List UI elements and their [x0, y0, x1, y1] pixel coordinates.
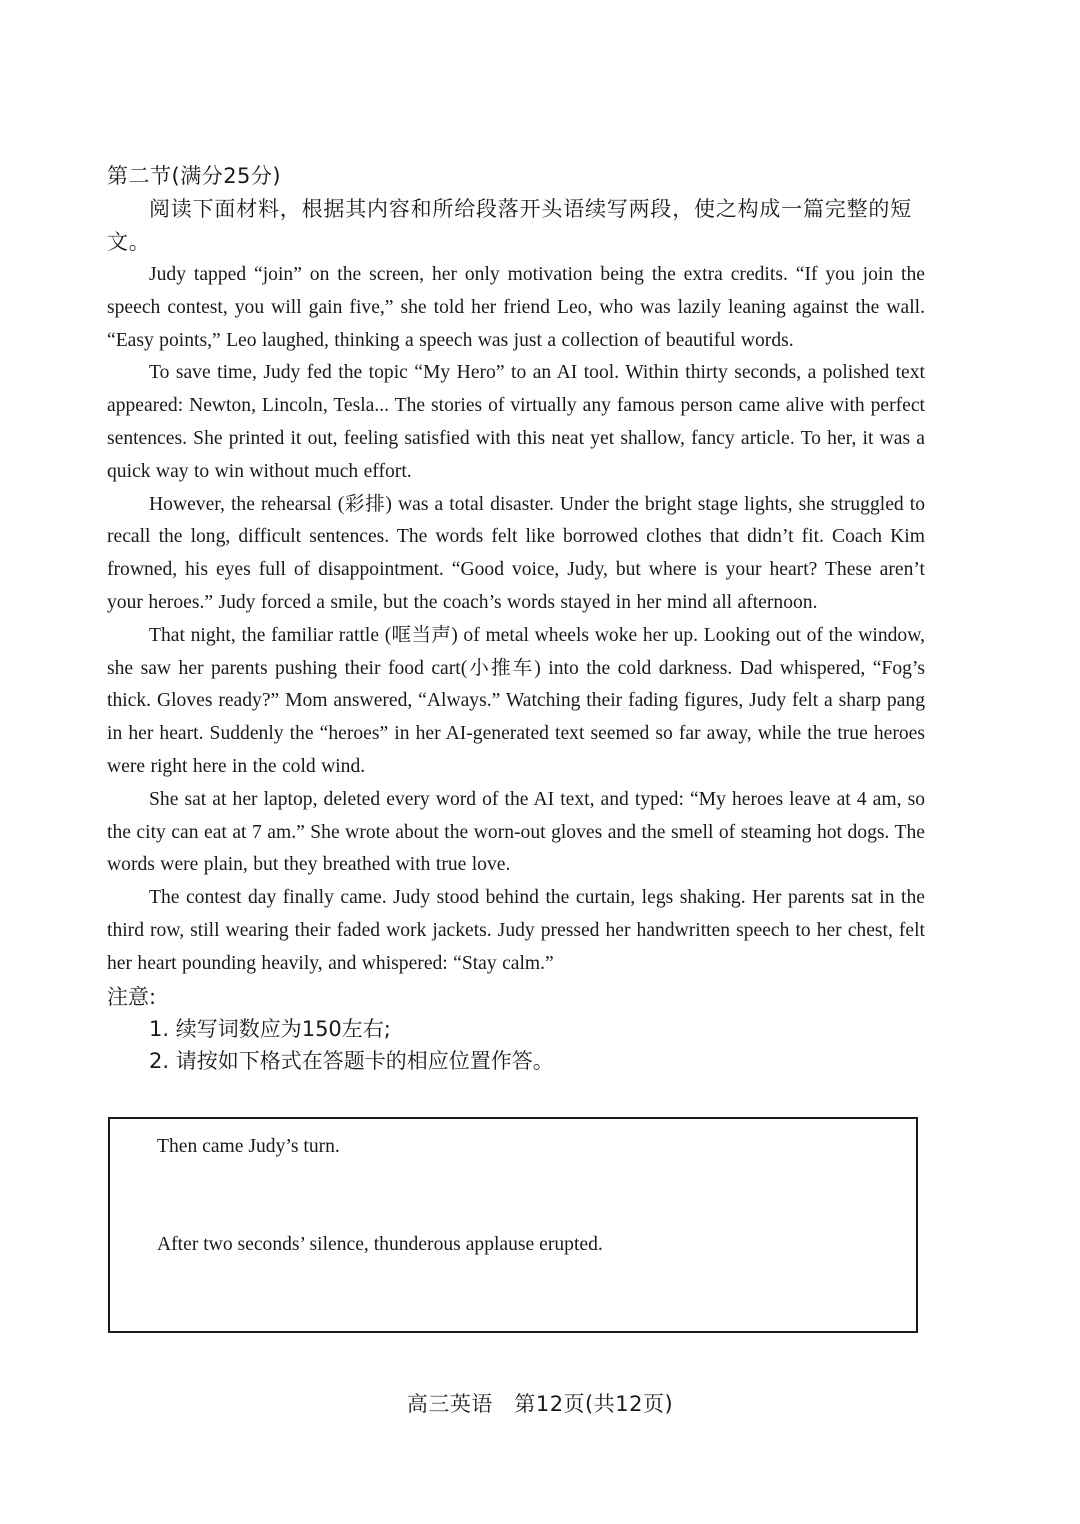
note-item-1: 1. 续写词数应为150左右; — [149, 1016, 391, 1041]
story-paragraph-4: That night, the familiar rattle (哐当声) of metal wheels woke her up. Looking out of the window, she saw her parents pushing their food cart(小推车) into the cold darkness. Dad whispered, “Fog’s thick. Gloves ready?” Mom answered, “Always.” Watching their fading figures, Judy felt a sharp pang in her heart. Suddenly the “heroes” in her AI-generated text seemed so far away, while the true heroes were right here in the cold wind. — [107, 624, 925, 777]
story-paragraph-1: Judy tapped “join” on the screen, her only motivation being the extra credits. “If you join the speech contest, you will gain five,” she told her friend Leo, who was lazily leaning against the wall. “Easy points,” Leo laughed, thinking a speech was just a collection of beautiful words. — [107, 264, 925, 351]
notes-title: 注意: — [107, 984, 157, 1009]
answer-opening-line-2: After two seconds’ silence, thunderous applause erupted. — [157, 1234, 603, 1255]
story-paragraph-5: She sat at her laptop, deleted every word of the AI text, and typed: “My heroes leave at 4 am, so the city can eat at 7 am.” She wrote about the worn-out gloves and the smell of steaming hot dogs. The words were plain, but they breathed with true love. — [107, 788, 925, 876]
answer-opening-line-1: Then came Judy’s turn. — [157, 1136, 340, 1157]
section-title: 第二节(满分25分) — [107, 164, 282, 188]
page-footer: 高三英语 第12页(共12页) — [406, 1392, 674, 1416]
story-paragraph-3: However, the rehearsal (彩排) was a total disaster. Under the bright stage lights, she struggled to recall the long, difficult sentences. The words felt like borrowed clothes that didn’t fit. Coach Kim frowned, his eyes full of disappointment. “Good voice, Judy, but where is your heart? These aren’t your heroes.” Judy forced a smile, but the coach’s words stayed in her mind all afternoon. — [107, 493, 925, 613]
note-item-2: 2. 请按如下格式在答题卡的相应位置作答。 — [149, 1048, 554, 1073]
story-paragraph-6: The contest day finally came. Judy stood behind the curtain, legs shaking. Her parents sat in the third row, still wearing their faded work jackets. Judy pressed her handwritten speech to her chest, felt her heart pounding heavily, and whispered: “Stay calm.” — [107, 887, 925, 974]
story-text — [107, 259, 925, 981]
page-content — [107, 160, 925, 1077]
answer-box — [108, 1117, 918, 1333]
story-paragraph-2: To save time, Judy fed the topic “My Hero” to an AI tool. Within thirty seconds, a polished text appeared: Newton, Lincoln, Tesla... The stories of virtually any famous person came alive with perfect sentences. She printed it out, feeling satisfied with this neat yet shallow, fancy article. To her, it was a quick way to win without much effort. — [107, 362, 925, 482]
section-instruction: 阅读下面材料，根据其内容和所给段落开头语续写两段，使之构成一篇完整的短文。 — [107, 197, 912, 254]
